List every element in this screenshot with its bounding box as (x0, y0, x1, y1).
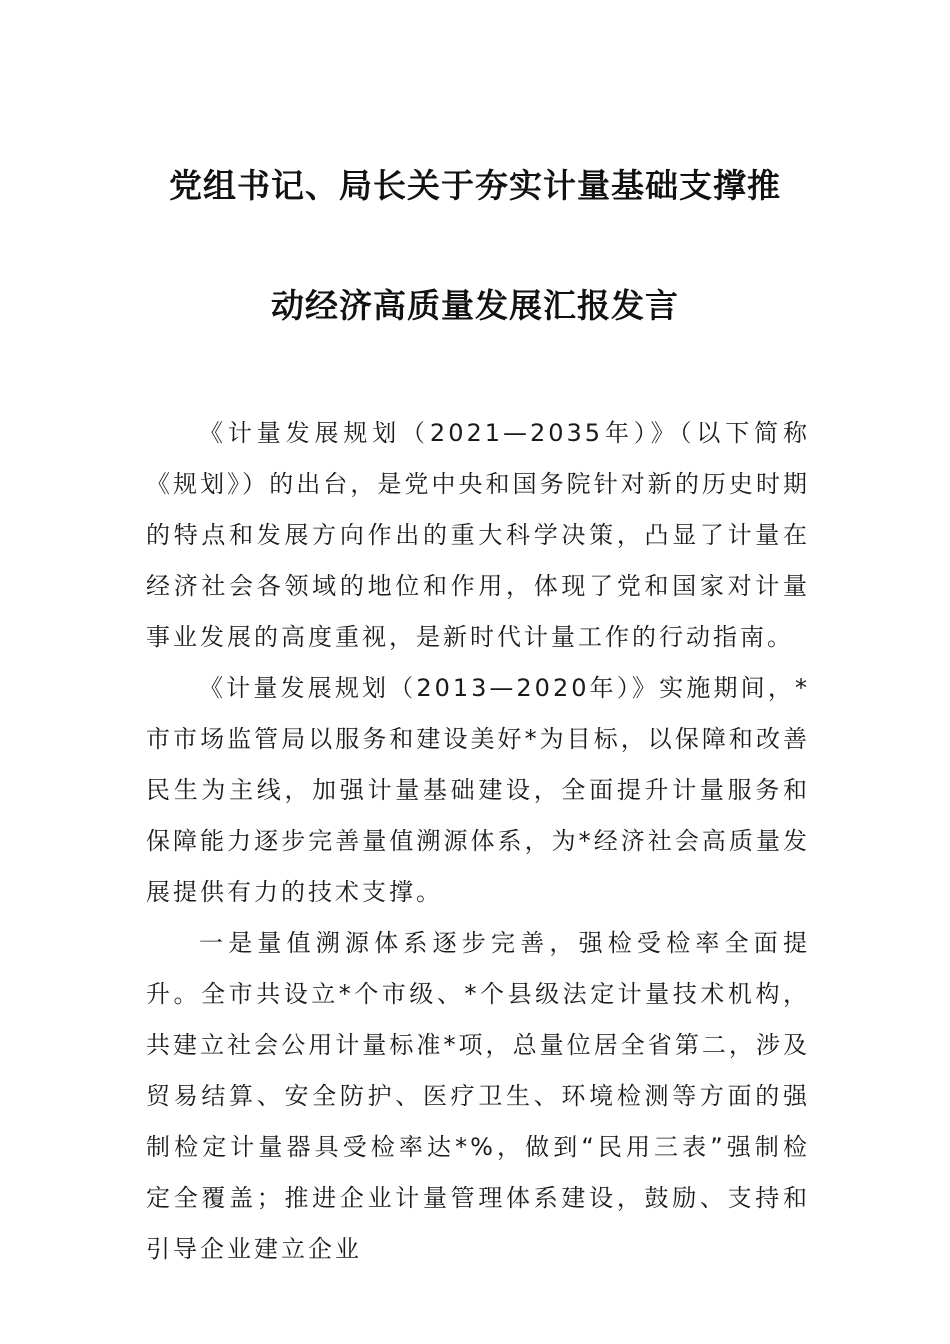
document-title-line-1: 党组书记、局长关于夯实计量基础支撑推 (169, 166, 781, 205)
document-title-line-2: 动经济高质量发展汇报发言 (271, 286, 679, 325)
paragraph-2: 《计量发展规划（2013—2020年）》实施期间，*市市场监管局以服务和建设美好*为目标，以保障和改善民生为主线，加强计量基础建设，全面提升计量服务和保障能力逐步完善量值溯源体系，为*经济社会高质量发展提供有力的技术支撑。 (146, 674, 810, 906)
paragraph-3: 一是量值溯源体系逐步完善，强检受检率全面提升。全市共设立*个市级、*个县级法定计量技术机构，共建立社会公用计量标准*项，总量位居全省第二，涉及贸易结算、安全防护、医疗卫生、环境检测等方面的强制检定计量器具受检率达*%，做到“民用三表”强制检定全覆盖；推进企业计量管理体系建设，鼓励、支持和引导企业建立企业 (146, 929, 810, 1263)
paragraph-1: 《计量发展规划（2021—2035年）》（以下简称《规划》）的出台，是党中央和国务院针对新的历史时期的特点和发展方向作出的重大科学决策，凸显了计量在经济社会各领域的地位和作用，体现了党和国家对计量事业发展的高度重视，是新时代计量工作的行动指南。 (146, 419, 810, 651)
document-body (146, 408, 810, 1275)
